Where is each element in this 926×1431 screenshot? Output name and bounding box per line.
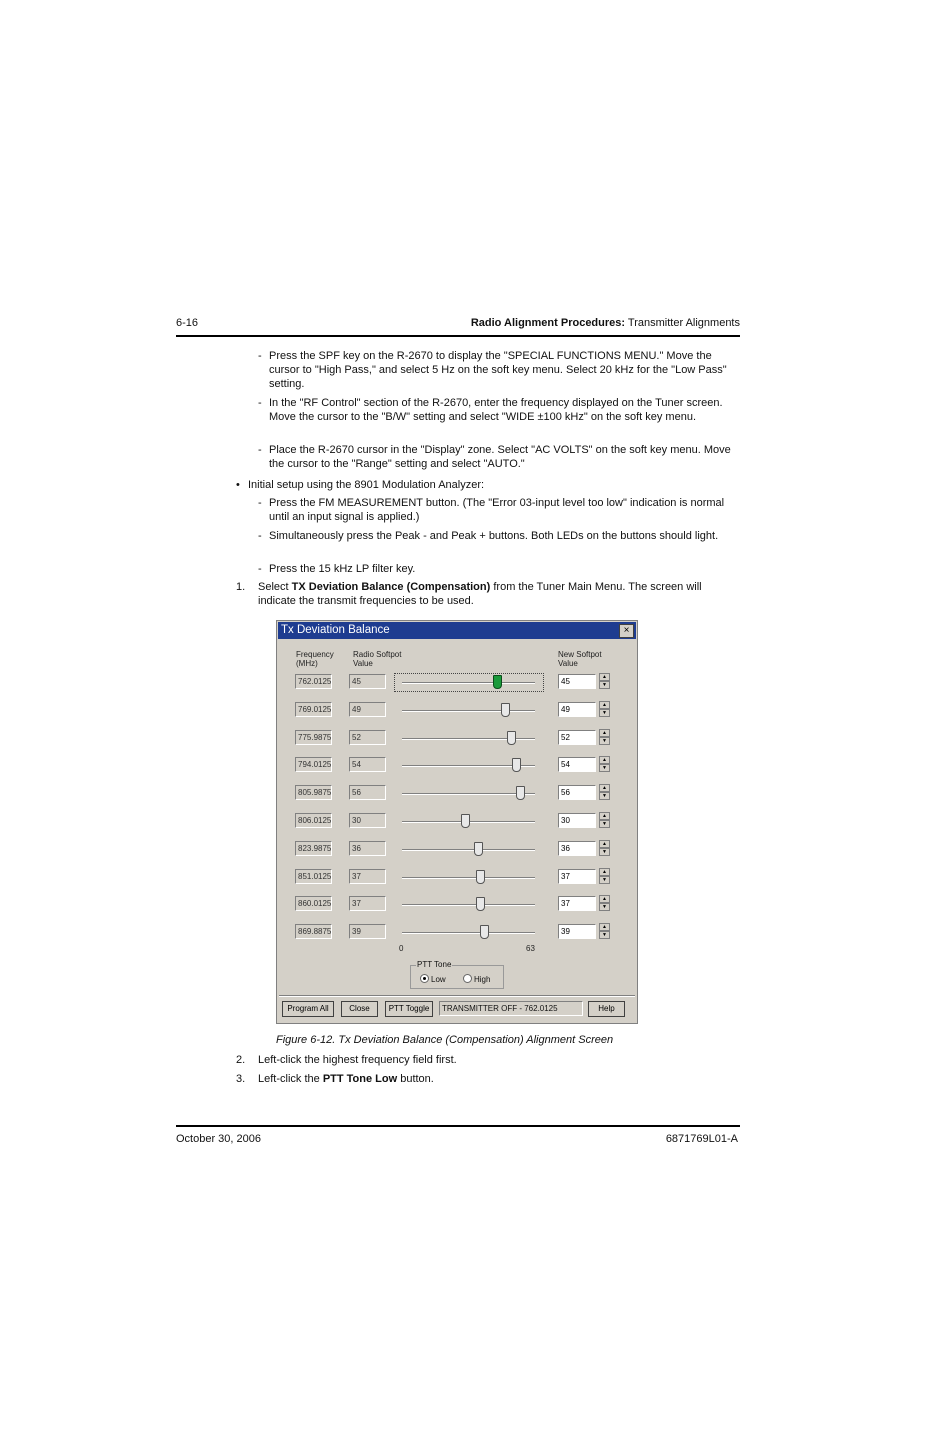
list-item [258,562,742,576]
column-header-line: (MHz) [296,659,318,668]
softpot-spinner[interactable] [599,784,610,801]
step-text-post: from the Tuner Main Menu. The screen will indicate the transmit frequencies to be used. [258,581,702,607]
radio-selected-icon [420,974,429,983]
new-softpot-input[interactable]: 37 [558,896,596,911]
new-softpot-input[interactable]: 45 [558,674,596,689]
softpot-slider-thumb[interactable] [480,925,489,939]
spin-down-icon[interactable]: ▼ [599,764,610,772]
spin-down-icon[interactable]: ▼ [599,709,610,717]
ptt-tone-high-radio[interactable] [463,974,490,984]
figure-caption: Figure 6-12. Tx Deviation Balance (Compensation) Alignment Screen [276,1034,614,1046]
page-number: 6-16 [176,317,199,329]
footer-rule [176,1125,740,1127]
list-item [258,443,742,471]
slider-track [402,849,535,851]
spin-up-icon[interactable]: ▲ [599,923,610,931]
radio-unselected-icon [463,974,472,983]
slider-scale-min: 0 [399,944,404,953]
list-item-text: Press the 15 kHz LP filter key. [269,563,416,575]
step-text [258,580,742,608]
list-item-text: Place the R-2670 cursor in the "Display" zone. Select "AC VOLTS" on the soft key menu. Move the cursor to the "Range" setting and select "AUTO." [269,444,731,470]
column-header-line: New Softpot [558,650,602,659]
radio-softpot-field: 54 [349,757,386,772]
softpot-spinner[interactable] [599,673,610,690]
spin-down-icon[interactable]: ▼ [599,737,610,745]
spin-down-icon[interactable]: ▼ [599,931,610,939]
column-header-new-softpot [558,650,602,668]
frequency-field[interactable]: 851.0125 [295,869,332,884]
radio-label: High [474,975,491,984]
step-text [258,1072,742,1086]
spin-up-icon[interactable]: ▲ [599,756,610,764]
slider-track [402,710,535,712]
spin-up-icon[interactable]: ▲ [599,868,610,876]
column-header-line: Value [558,659,578,668]
new-softpot-input[interactable]: 54 [558,757,596,772]
step-text: Left-click the highest frequency field first. [258,1054,457,1066]
column-header-radio-softpot [353,650,401,668]
numbered-step [236,1053,742,1067]
frequency-field[interactable]: 794.0125 [295,757,332,772]
list-item-text: Press the FM MEASUREMENT button. (The "Error 03-input level too low" indication is normal until an input signal is applied.) [269,497,725,523]
list-item [258,529,742,543]
softpot-slider-thumb[interactable] [512,758,521,772]
column-header-line: Radio Softpot [353,650,402,659]
dash-mark: - [258,497,262,509]
spin-up-icon[interactable]: ▲ [599,701,610,709]
radio-softpot-field: 37 [349,869,386,884]
list-item [258,496,742,524]
list-item-text: Simultaneously press the Peak - and Peak + buttons. Both LEDs on the buttons should light. [269,530,719,542]
spin-down-icon[interactable]: ▼ [599,903,610,911]
numbered-step [236,580,742,608]
bullet-mark: • [236,479,240,491]
softpot-spinner[interactable] [599,729,610,746]
step-text-pre: Left-click the [258,1073,323,1085]
footer-date: October 30, 2006 [176,1133,262,1145]
radio-softpot-field: 45 [349,674,386,689]
radio-softpot-field: 56 [349,785,386,800]
step-number: 1. [236,581,246,593]
softpot-spinner[interactable] [599,895,610,912]
column-header-line: Value [353,659,373,668]
new-softpot-input[interactable]: 39 [558,924,596,939]
footer-doc-number: 6871769L01-A [665,1133,738,1145]
softpot-slider-thumb[interactable] [461,814,470,828]
softpot-spinner[interactable] [599,868,610,885]
slider-track [402,682,535,684]
column-header-line: Frequency [296,650,334,659]
numbered-step [236,1072,742,1086]
radio-softpot-field: 37 [349,896,386,911]
spin-up-icon[interactable]: ▲ [599,812,610,820]
frequency-field[interactable]: 869.8875 [295,924,332,939]
frequency-field[interactable]: 775.9875 [295,730,332,745]
slider-scale-max: 63 [526,944,535,953]
softpot-slider-thumb[interactable] [516,786,525,800]
dash-mark: - [258,530,262,542]
spin-up-icon[interactable]: ▲ [599,840,610,848]
section-title-sep: : [621,317,626,329]
new-softpot-input[interactable]: 52 [558,730,596,745]
new-softpot-input[interactable]: 49 [558,702,596,717]
step-number: 3. [236,1073,246,1085]
dialog-title: Tx Deviation Balance [281,624,390,636]
slider-track [402,932,535,934]
step-text-pre: Select [258,581,292,593]
new-softpot-input[interactable]: 37 [558,869,596,884]
step-text-bold: TX Deviation Balance (Compensation) [291,581,491,593]
section-title-rest: Transmitter Alignments [625,317,740,329]
list-item-text: In the "RF Control" section of the R-2670, enter the frequency displayed on the Tuner screen. Move the cursor to the "B/W" setting and select "WIDE ±100 kHz" on the soft key menu. [269,397,723,423]
list-item [258,396,742,424]
ptt-toggle-button[interactable]: PTT Toggle [385,1001,433,1017]
spin-down-icon[interactable]: ▼ [599,792,610,800]
radio-softpot-field: 52 [349,730,386,745]
divider [279,995,635,997]
spin-up-icon[interactable]: ▲ [599,673,610,681]
new-softpot-input[interactable]: 56 [558,785,596,800]
column-header-frequency [296,650,334,668]
dash-mark: - [258,444,262,456]
bullet-item [236,478,742,492]
spin-down-icon[interactable]: ▼ [599,820,610,828]
softpot-spinner[interactable] [599,756,610,773]
bullet-text: Initial setup using the 8901 Modulation Analyzer: [248,479,485,491]
spin-down-icon[interactable]: ▼ [599,876,610,884]
new-softpot-input[interactable]: 36 [558,841,596,856]
frequency-field[interactable]: 805.9875 [295,785,332,800]
frequency-field[interactable]: 860.0125 [295,896,332,911]
list-item [258,349,742,391]
dialog-title-bar [278,622,636,639]
softpot-spinner[interactable] [599,840,610,857]
list-item-text: Press the SPF key on the R-2670 to display the "SPECIAL FUNCTIONS MENU." Move the cursor to "High Pass," and select 5 Hz on the soft key menu. Select 20 kHz for the "Low Pass" setting. [269,350,727,390]
spin-down-icon[interactable]: ▼ [599,848,610,856]
softpot-slider-thumb[interactable] [474,842,483,856]
spin-down-icon[interactable]: ▼ [599,681,610,689]
status-field: TRANSMITTER OFF - 762.0125 [439,1001,583,1016]
softpot-slider-thumb[interactable] [493,675,502,689]
slider-track [402,904,535,906]
radio-softpot-field: 49 [349,702,386,717]
dash-mark: - [258,563,262,575]
frequency-field[interactable]: 762.0125 [295,674,332,689]
ptt-tone-group-title: PTT Tone [417,960,452,969]
softpot-slider-thumb[interactable] [476,870,485,884]
frequency-field[interactable]: 823.9875 [295,841,332,856]
section-title-bold: Radio Alignment Procedures [470,317,622,329]
softpot-slider-thumb[interactable] [476,897,485,911]
section-title [471,317,740,329]
close-icon[interactable]: × [619,624,634,638]
step-number: 2. [236,1054,246,1066]
new-softpot-input[interactable]: 30 [558,813,596,828]
softpot-slider-thumb[interactable] [501,703,510,717]
dash-mark: - [258,397,262,409]
spin-up-icon[interactable]: ▲ [599,895,610,903]
help-button[interactable]: Help [588,1001,625,1017]
frequency-field[interactable]: 806.0125 [295,813,332,828]
spin-up-icon[interactable]: ▲ [599,729,610,737]
radio-softpot-field: 30 [349,813,386,828]
step-text-post: button. [397,1073,434,1085]
frequency-field[interactable]: 769.0125 [295,702,332,717]
ptt-tone-low-radio[interactable] [420,974,446,984]
radio-softpot-field: 39 [349,924,386,939]
header-rule [176,335,740,337]
radio-softpot-field: 36 [349,841,386,856]
program-all-button[interactable]: Program All [282,1001,334,1017]
slider-track [402,877,535,879]
softpot-spinner[interactable] [599,812,610,829]
dash-mark: - [258,350,262,362]
softpot-spinner[interactable] [599,923,610,940]
close-button[interactable]: Close [341,1001,378,1017]
radio-label: Low [431,975,446,984]
step-text-bold: PTT Tone Low [322,1073,398,1085]
softpot-slider-thumb[interactable] [507,731,516,745]
tx-deviation-dialog [276,620,638,1024]
spin-up-icon[interactable]: ▲ [599,784,610,792]
softpot-spinner[interactable] [599,701,610,718]
